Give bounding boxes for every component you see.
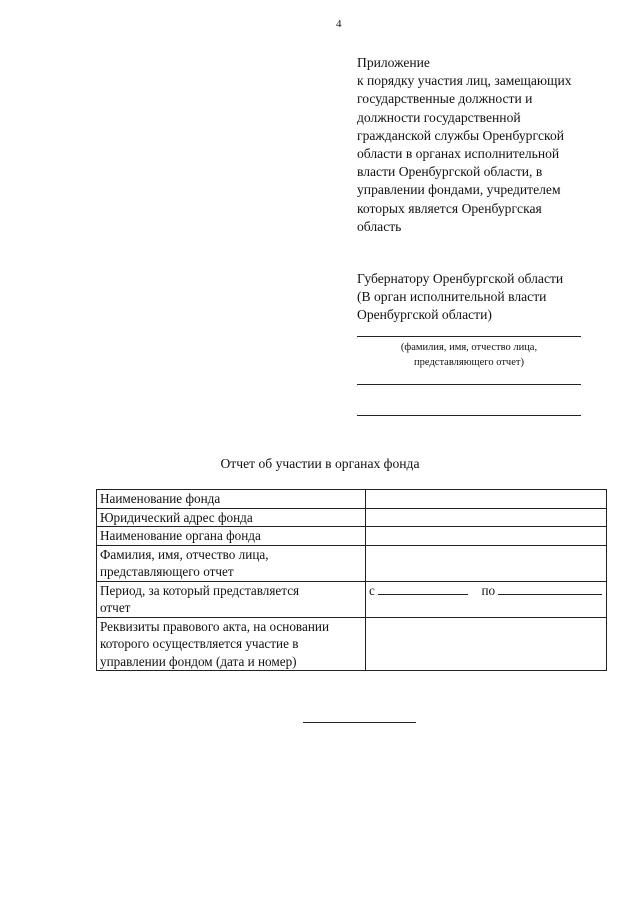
- row-value-cell: [366, 527, 607, 546]
- row-label: [97, 527, 366, 546]
- row-label: [97, 490, 366, 509]
- fill-line-2: [357, 415, 581, 416]
- appendix-block: [357, 54, 607, 236]
- row-label-line: Фамилия, имя, отчество лица,: [100, 546, 269, 562]
- end-separator-line: [303, 722, 416, 723]
- row-label-line: представляющего отчет: [100, 564, 234, 579]
- row-label-line: Наименование фонда: [100, 491, 221, 506]
- row-label: [97, 581, 366, 617]
- appendix-line: которых является Оренбургская: [357, 200, 542, 216]
- caption-line: (фамилия, имя, отчество лица,: [400, 342, 538, 353]
- period-to-label: по: [481, 582, 496, 598]
- table-row: [97, 527, 607, 546]
- appendix-line: области в органах исполнительной: [357, 146, 560, 162]
- appendix-line: гражданской службы Оренбургской: [357, 127, 565, 143]
- period-cell: [366, 581, 607, 617]
- row-label-line: Юридический адрес фонда: [100, 509, 253, 525]
- table-row: [97, 545, 607, 581]
- addressee-line: Оренбургской области): [357, 307, 492, 323]
- addressee-line: (В орган исполнительной власти: [357, 289, 547, 305]
- period-from-line: [378, 582, 468, 595]
- row-value-cell: [366, 490, 607, 509]
- row-label: [97, 545, 366, 581]
- appendix-line: к порядку участия лиц, замещающих: [357, 73, 572, 89]
- row-value-cell: [366, 545, 607, 581]
- row-label-line: Наименование органа фонда: [100, 528, 261, 543]
- row-label: [97, 617, 366, 671]
- appendix-line: область: [357, 218, 402, 234]
- appendix-line: государственные должности и: [357, 91, 533, 107]
- addressee-block: [357, 270, 607, 325]
- appendix-line: должности государственной: [357, 109, 521, 125]
- name-fill-line: [357, 336, 581, 337]
- appendix-line: власти Оренбургской области, в: [357, 164, 543, 180]
- table-row: [97, 508, 607, 527]
- row-label-line: которого осуществляется участие в: [100, 636, 299, 651]
- table-row: [97, 490, 607, 509]
- row-label-line: отчет: [100, 600, 131, 615]
- report-table: [96, 489, 607, 671]
- period-to-line: [498, 582, 602, 595]
- row-label-line: Реквизиты правового акта, на основании: [100, 618, 329, 634]
- appendix-line: Приложение: [357, 55, 430, 70]
- row-label-line: Период, за который представляется: [100, 582, 300, 598]
- period-from-label: с: [369, 582, 375, 598]
- report-title: Отчет об участии в органах фонда: [220, 456, 420, 471]
- caption-line: представляющего отчет): [414, 357, 524, 368]
- row-label: [97, 508, 366, 527]
- name-caption: [357, 340, 581, 370]
- row-value-cell: [366, 617, 607, 671]
- page-number: 4: [336, 18, 342, 30]
- table-row: [97, 617, 607, 671]
- appendix-line: управлении фондами, учредителем: [357, 182, 561, 198]
- row-value-cell: [366, 508, 607, 527]
- row-label-line: управлении фондом (дата и номер): [100, 653, 297, 669]
- fill-line-1: [357, 384, 581, 385]
- table-row: [97, 581, 607, 617]
- addressee-line: Губернатору Оренбургской области: [357, 271, 564, 286]
